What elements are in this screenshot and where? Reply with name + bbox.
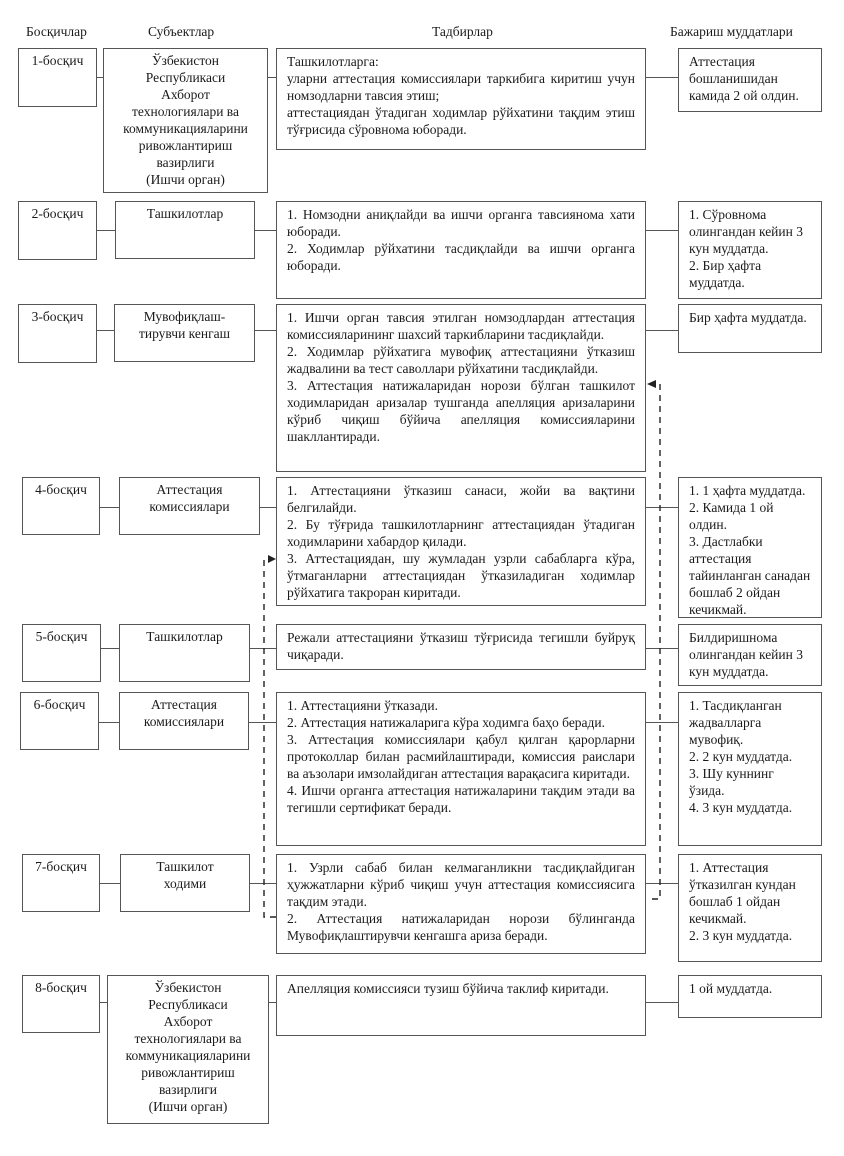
stage-label: 6-босқич (33, 697, 86, 712)
term-item: Аттестация бошланишидан камида 2 ой олдин. (689, 54, 799, 103)
connector (268, 77, 276, 78)
action-item: 4. Ишчи органга аттестация натижаларини тақдим этади ва тегишли сертификат беради. (287, 783, 635, 815)
stage-box-3 (18, 304, 97, 363)
connector (646, 507, 678, 508)
subject-line: Ахборот (163, 1014, 213, 1029)
action-box-4 (276, 477, 646, 606)
connector (97, 330, 114, 331)
connector (646, 883, 678, 884)
subject-box-1 (103, 48, 268, 193)
stage-label: 7-босқич (35, 859, 87, 874)
header-actions: Тадбирлар (432, 24, 493, 39)
subject-box-4 (119, 477, 260, 535)
term-item: 1 ой муддатда. (689, 981, 773, 996)
term-item: 1. Аттестация ўтказилган кундан бошлаб 1 ойдан кечикмай. (689, 860, 796, 926)
action-box-2 (276, 201, 646, 299)
subject-line: Ахборот (161, 87, 210, 102)
header-stages: Босқичлар (26, 24, 87, 39)
connector (255, 330, 276, 331)
subject-box-6 (119, 692, 249, 750)
action-item: 3. Аттестациядан, шу жумладан узрли сабабларга кўра, ўтмаганларни аттестациядан ўтказиладиган ходимлар рўйхатига такроран киритади. (287, 551, 635, 600)
subject-line: Ташкилотлар (146, 206, 224, 221)
connector (646, 722, 678, 723)
action-box-5 (276, 624, 646, 670)
connector (100, 507, 119, 508)
subject-line: технологиялари ва (134, 1031, 242, 1046)
action-box-1 (276, 48, 646, 150)
subject-line: Республикаси (148, 997, 228, 1012)
term-item: 1. Сўровнома олингандан кейин 3 кун муддатда. (689, 207, 803, 256)
action-item: 1. Узрли сабаб билан келмаганликни тасдиқлайдиган ҳужжатларни кўриб чиқиш учун аттестация комиссиясига тақдим этади. (287, 860, 635, 909)
connector (100, 883, 120, 884)
stage-box-5 (22, 624, 101, 682)
connector (250, 648, 276, 649)
subject-line: ривожлантириш (138, 138, 233, 153)
action-box-3 (276, 304, 646, 472)
stage-label: 2-босқич (31, 206, 84, 221)
subject-line: вазирлиги (156, 155, 215, 170)
subject-line: ривожлантириш (141, 1065, 235, 1080)
term-box-8 (678, 975, 822, 1018)
action-item: уларни аттестация комиссиялари таркибига киритиш учун номзодларни тавсия этиш; (287, 71, 635, 103)
action-item: 1. Аттестацияни ўтказади. (287, 698, 439, 713)
action-item: 1. Ишчи орган тавсия этилган номзодлардан аттестация комиссияларининг шахсий таркибларини тасдиқлайди. (287, 310, 635, 342)
subject-line: вазирлиги (158, 1082, 218, 1097)
subject-line: Аттестация (151, 697, 217, 712)
subject-line: Ўзбекистон (151, 53, 220, 68)
term-item: 3. Шу куннинг ўзида. (689, 766, 774, 798)
stage-box-6 (20, 692, 99, 750)
stage-label: 5-босқич (35, 629, 88, 644)
connector (646, 648, 678, 649)
subject-box-7 (120, 854, 250, 912)
term-box-2 (678, 201, 822, 299)
connector (249, 722, 276, 723)
action-item: Режали аттестацияни ўтказиш тўғрисида тегишли буйруқ чиқаради. (287, 630, 635, 662)
action-item: 3. Аттестация комиссиялари қабул қилган қарорларни протоколлар билан расмийлаштиради, комиссия раислари ва аъзолари имзолайдиган аттестация варақасига киритади. (287, 732, 635, 781)
connector (250, 883, 276, 884)
action-item: 2. Аттестация натижаларидан норози бўлинганда Мувофиқлаштирувчи кенгашга ариза беради. (287, 911, 635, 943)
subject-line: (Ишчи орган) (148, 1099, 228, 1114)
stage-label: 3-босқич (31, 309, 84, 324)
action-item: Апелляция комиссияси тузиш бўйича таклиф киритади. (287, 981, 609, 996)
subject-line: ходими (163, 876, 207, 891)
term-item: 1. Тасдиқланган жадвалларга мувофиқ. (689, 698, 782, 747)
connector (646, 330, 678, 331)
stage-box-2 (18, 201, 97, 260)
stage-box-8 (22, 975, 100, 1033)
action-item: 2. Ходимлар рўйхатига мувофиқ аттестацияни ўтказиш жадвалини ва тест саволлари рўйхатини тасдиқлайди. (287, 344, 635, 376)
subject-box-8 (107, 975, 269, 1124)
connector (99, 722, 119, 723)
term-item: 2. Камида 1 ой олдин. (689, 500, 774, 532)
stage-label: 4-босқич (35, 482, 87, 497)
term-item: Билдиришнома олингандан кейин 3 кун муддатда. (689, 630, 803, 679)
appeal-arrow-to-stage3 (647, 380, 660, 899)
term-item: 4. 3 кун муддатда. (689, 800, 793, 815)
action-box-7 (276, 854, 646, 954)
connector (101, 648, 119, 649)
action-item: 2. Ходимлар рўйхатини тасдиқлайди ва ишчи органга юборади. (287, 241, 635, 273)
action-box-6 (276, 692, 646, 846)
stage-box-4 (22, 477, 100, 535)
subject-line: Ўзбекистон (154, 980, 222, 995)
term-item: Бир ҳафта муддатда. (689, 310, 807, 325)
term-item: 1. 1 ҳафта муддатда. (689, 483, 806, 498)
subject-line: Мувофиқлаш- (143, 309, 226, 324)
action-item: 2. Аттестация натижаларига кўра ходимга баҳо беради. (287, 715, 606, 730)
connector (646, 230, 678, 231)
connector (646, 77, 678, 78)
term-box-5 (678, 624, 822, 686)
term-item: 2. Бир ҳафта муддатда. (689, 258, 762, 290)
stage-label: 1-босқич (31, 53, 84, 68)
subject-line: коммуникацияларини (125, 1048, 251, 1063)
subject-box-2 (115, 201, 255, 259)
connector (255, 230, 276, 231)
subject-line: коммуникацияларини (123, 121, 248, 136)
term-box-6 (678, 692, 822, 846)
connector (260, 507, 276, 508)
excuse-arrow-to-stage4 (264, 555, 276, 917)
action-item: Ташкилотларга: (287, 54, 379, 69)
term-item: 2. 3 кун муддатда. (689, 928, 793, 943)
term-box-7 (678, 854, 822, 962)
term-box-4 (678, 477, 822, 618)
subject-line: Ташкилотлар (146, 629, 223, 644)
action-item: 2. Бу тўғрида ташкилотларнинг аттестациядан ўтадиган ходимларини хабардор қилади. (287, 517, 635, 549)
connector (646, 1002, 678, 1003)
term-item: 3. Дастлабки аттестация тайинланган санадан бошлаб 2 ойдан кечикмай. (689, 534, 811, 617)
action-item: 1. Аттестацияни ўтказиш санаси, жойи ва вақтини белгилайди. (287, 483, 635, 515)
connector (100, 1002, 107, 1003)
subject-line: комиссиялари (143, 714, 225, 729)
action-item: 1. Номзодни аниқлайди ва ишчи органга тавсиянома хати юборади. (287, 207, 635, 239)
term-box-3 (678, 304, 822, 353)
subject-line: (Ишчи орган) (146, 172, 225, 187)
subject-box-5 (119, 624, 250, 682)
subject-line: комиссиялари (149, 499, 230, 514)
term-box-1 (678, 48, 822, 112)
stage-box-1 (18, 48, 97, 107)
action-box-8 (276, 975, 646, 1036)
subject-box-3 (114, 304, 255, 362)
connector (97, 230, 115, 231)
header-terms: Бажариш муддатлари (670, 24, 793, 39)
term-item: 2. 2 кун муддатда. (689, 749, 793, 764)
subject-line: Ташкилот (156, 859, 214, 874)
action-item: 3. Аттестация натижаларидан норози бўлган ташкилот ходимларидан аризалар тушганда апелляция аризаларини кўриб чиқиш бўйича апелляция комиссияларини шакллантиради. (287, 378, 635, 444)
subject-line: технологиялари ва (132, 104, 239, 119)
stage-box-7 (22, 854, 100, 912)
header-subjects: Субъектлар (148, 24, 215, 39)
stage-label: 8-босқич (35, 980, 87, 995)
connector (269, 1002, 276, 1003)
subject-line: Аттестация (156, 482, 223, 497)
action-item: аттестациядан ўтадиган ходимлар рўйхатини тақдим этиш тўғрисида сўровнома юборади. (287, 105, 635, 137)
subject-line: тирувчи кенгаш (138, 326, 231, 341)
subject-line: Республикаси (145, 70, 226, 85)
